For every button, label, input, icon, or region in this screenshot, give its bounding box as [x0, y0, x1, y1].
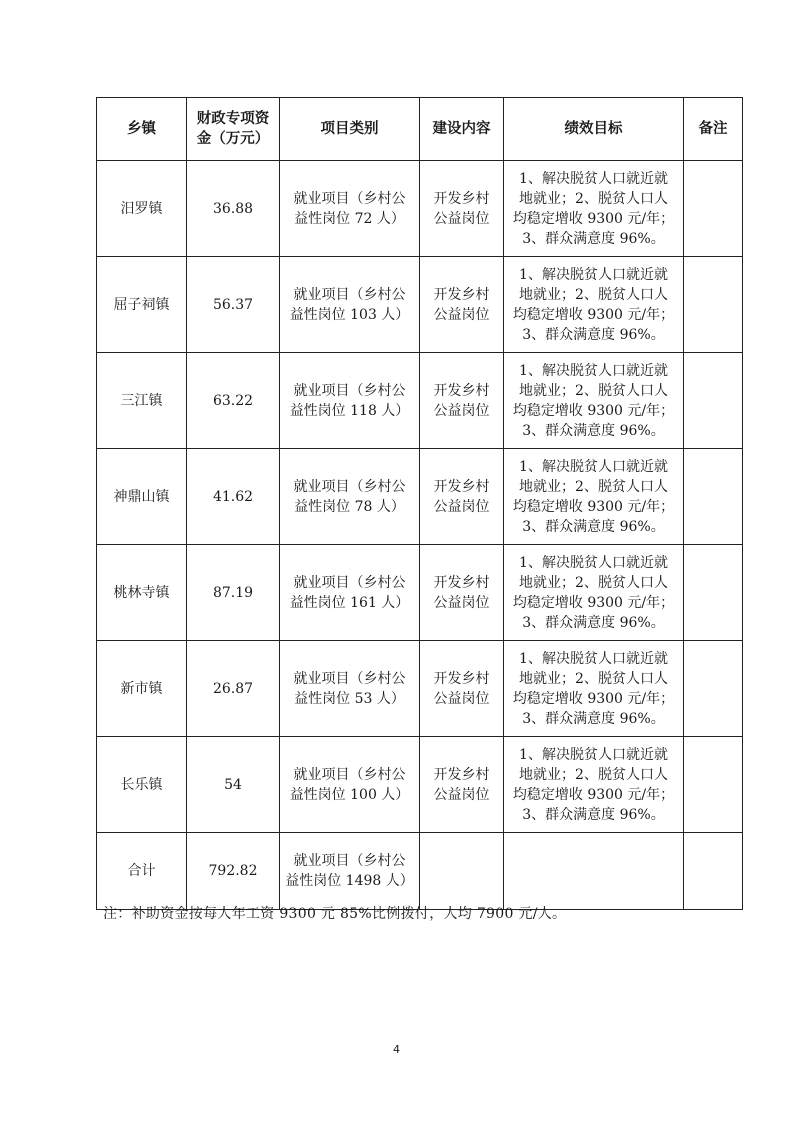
cell-goal	[504, 737, 684, 833]
table-header-row	[97, 98, 743, 161]
cell-type-line: 益性岗位 100 人）	[289, 786, 410, 803]
header-type: 项目类别	[280, 98, 420, 161]
cell-note	[684, 641, 743, 737]
cell-content	[420, 161, 504, 257]
cell-goal-line: 1、解决脱贫人口就近就	[519, 458, 668, 475]
cell-goal-line: 1、解决脱贫人口就近就	[519, 266, 668, 283]
header-fund-line1: 财政专项资	[196, 110, 270, 127]
cell-type-line: 就业项目（乡村公	[293, 190, 406, 207]
cell-goal-line: 地就业；2、脱贫人口人	[519, 670, 668, 687]
cell-content	[420, 353, 504, 449]
cell-note	[684, 449, 743, 545]
cell-town: 合计	[97, 833, 187, 910]
cell-content-line: 开发乡村	[433, 190, 490, 207]
cell-goal-line: 地就业；2、脱贫人口人	[519, 190, 668, 207]
cell-type-line: 益性岗位 53 人）	[294, 690, 405, 707]
cell-goal-line: 1、解决脱贫人口就近就	[519, 746, 668, 763]
cell-type	[280, 257, 420, 353]
cell-fund: 56.37	[187, 257, 280, 353]
cell-content-line: 公益岗位	[433, 594, 490, 611]
cell-goal-line: 地就业；2、脱贫人口人	[519, 574, 668, 591]
funding-table	[96, 97, 743, 910]
cell-content-line: 公益岗位	[433, 210, 490, 227]
cell-goal-line: 均稳定增收 9300 元/年；	[512, 498, 675, 515]
cell-type-line: 就业项目（乡村公	[293, 574, 406, 591]
cell-content-line: 开发乡村	[433, 286, 490, 303]
cell-goal-line: 均稳定增收 9300 元/年；	[512, 594, 675, 611]
cell-type-line: 就业项目（乡村公	[293, 853, 406, 869]
cell-type-line: 就业项目（乡村公	[293, 766, 406, 783]
cell-goal	[504, 449, 684, 545]
cell-type	[280, 353, 420, 449]
cell-goal-line: 1、解决脱贫人口就近就	[519, 170, 668, 187]
cell-content-line: 开发乡村	[433, 574, 490, 591]
cell-goal-line: 均稳定增收 9300 元/年；	[512, 210, 675, 227]
cell-content-line: 公益岗位	[433, 498, 490, 515]
page-number: 4	[393, 1043, 400, 1056]
cell-fund: 36.88	[187, 161, 280, 257]
table-row	[97, 353, 743, 449]
cell-type-line: 益性岗位 118 人）	[289, 402, 410, 419]
cell-goal	[504, 257, 684, 353]
cell-type-line: 就业项目（乡村公	[293, 382, 406, 399]
table-row	[97, 737, 743, 833]
cell-goal-line: 3、群众满意度 96%。	[522, 422, 665, 439]
cell-content	[420, 449, 504, 545]
cell-content-line: 开发乡村	[433, 766, 490, 783]
cell-goal-line: 地就业；2、脱贫人口人	[519, 766, 668, 783]
cell-fund: 63.22	[187, 353, 280, 449]
cell-note	[684, 833, 743, 910]
header-fund-line2: 金（万元）	[196, 130, 270, 147]
cell-content	[420, 545, 504, 641]
cell-goal-line: 地就业；2、脱贫人口人	[519, 286, 668, 303]
cell-content	[420, 833, 504, 910]
cell-note	[684, 545, 743, 641]
cell-goal-line: 均稳定增收 9300 元/年；	[512, 306, 675, 323]
cell-goal	[504, 833, 684, 910]
cell-type-line: 就业项目（乡村公	[293, 286, 406, 303]
cell-goal-line: 1、解决脱贫人口就近就	[519, 650, 668, 667]
cell-type	[280, 545, 420, 641]
cell-content	[420, 641, 504, 737]
header-fund	[187, 98, 280, 161]
cell-goal-line: 地就业；2、脱贫人口人	[519, 478, 668, 495]
cell-town: 新市镇	[97, 641, 187, 737]
header-goal: 绩效目标	[504, 98, 684, 161]
cell-goal	[504, 161, 684, 257]
cell-goal	[504, 545, 684, 641]
cell-goal-line: 均稳定增收 9300 元/年；	[512, 786, 675, 803]
cell-fund: 87.19	[187, 545, 280, 641]
cell-type-line: 就业项目（乡村公	[293, 478, 406, 495]
cell-type-line: 益性岗位 1498 人）	[285, 873, 414, 889]
cell-fund: 54	[187, 737, 280, 833]
cell-content	[420, 257, 504, 353]
cell-note	[684, 353, 743, 449]
cell-content-line: 公益岗位	[433, 306, 490, 323]
cell-type	[280, 161, 420, 257]
header-town: 乡镇	[97, 98, 187, 161]
cell-type-line: 益性岗位 72 人）	[294, 210, 405, 227]
cell-town: 屈子祠镇	[97, 257, 187, 353]
cell-goal-line: 均稳定增收 9300 元/年；	[512, 690, 675, 707]
cell-fund: 792.82	[187, 833, 280, 910]
cell-goal	[504, 353, 684, 449]
cell-town: 长乐镇	[97, 737, 187, 833]
cell-goal-line: 3、群众满意度 96%。	[522, 710, 665, 727]
cell-goal-line: 3、群众满意度 96%。	[522, 806, 665, 823]
table-row	[97, 257, 743, 353]
cell-type	[280, 641, 420, 737]
cell-note	[684, 257, 743, 353]
cell-goal-line: 地就业；2、脱贫人口人	[519, 382, 668, 399]
table-row	[97, 449, 743, 545]
cell-goal-line: 3、群众满意度 96%。	[522, 230, 665, 247]
cell-content-line: 公益岗位	[433, 786, 490, 803]
cell-content-line: 公益岗位	[433, 402, 490, 419]
cell-content-line: 开发乡村	[433, 478, 490, 495]
table-row	[97, 161, 743, 257]
cell-town: 神鼎山镇	[97, 449, 187, 545]
total-row	[97, 833, 743, 910]
header-content: 建设内容	[420, 98, 504, 161]
cell-type-line: 益性岗位 78 人）	[294, 498, 405, 515]
cell-goal-line: 3、群众满意度 96%。	[522, 614, 665, 631]
cell-content	[420, 737, 504, 833]
footnote: 注：补助资金按每人年工资 9300 元 85%比例拨付，人均 7900 元/人。	[103, 906, 567, 922]
cell-content-line: 开发乡村	[433, 382, 490, 399]
cell-content-line: 开发乡村	[433, 670, 490, 687]
cell-town: 桃林寺镇	[97, 545, 187, 641]
cell-goal	[504, 641, 684, 737]
table-row	[97, 545, 743, 641]
cell-type	[280, 833, 420, 910]
table-row	[97, 641, 743, 737]
cell-fund: 41.62	[187, 449, 280, 545]
cell-goal-line: 1、解决脱贫人口就近就	[519, 362, 668, 379]
cell-town: 汨罗镇	[97, 161, 187, 257]
cell-type-line: 益性岗位 161 人）	[289, 594, 410, 611]
cell-content-line: 公益岗位	[433, 690, 490, 707]
cell-type	[280, 449, 420, 545]
header-note: 备注	[684, 98, 743, 161]
cell-town: 三江镇	[97, 353, 187, 449]
cell-note	[684, 737, 743, 833]
cell-goal-line: 均稳定增收 9300 元/年；	[512, 402, 675, 419]
cell-type	[280, 737, 420, 833]
cell-goal-line: 3、群众满意度 96%。	[522, 326, 665, 343]
cell-type-line: 益性岗位 103 人）	[289, 306, 410, 323]
cell-goal-line: 1、解决脱贫人口就近就	[519, 554, 668, 571]
cell-fund: 26.87	[187, 641, 280, 737]
cell-note	[684, 161, 743, 257]
cell-type-line: 就业项目（乡村公	[293, 670, 406, 687]
cell-goal-line: 3、群众满意度 96%。	[522, 518, 665, 535]
